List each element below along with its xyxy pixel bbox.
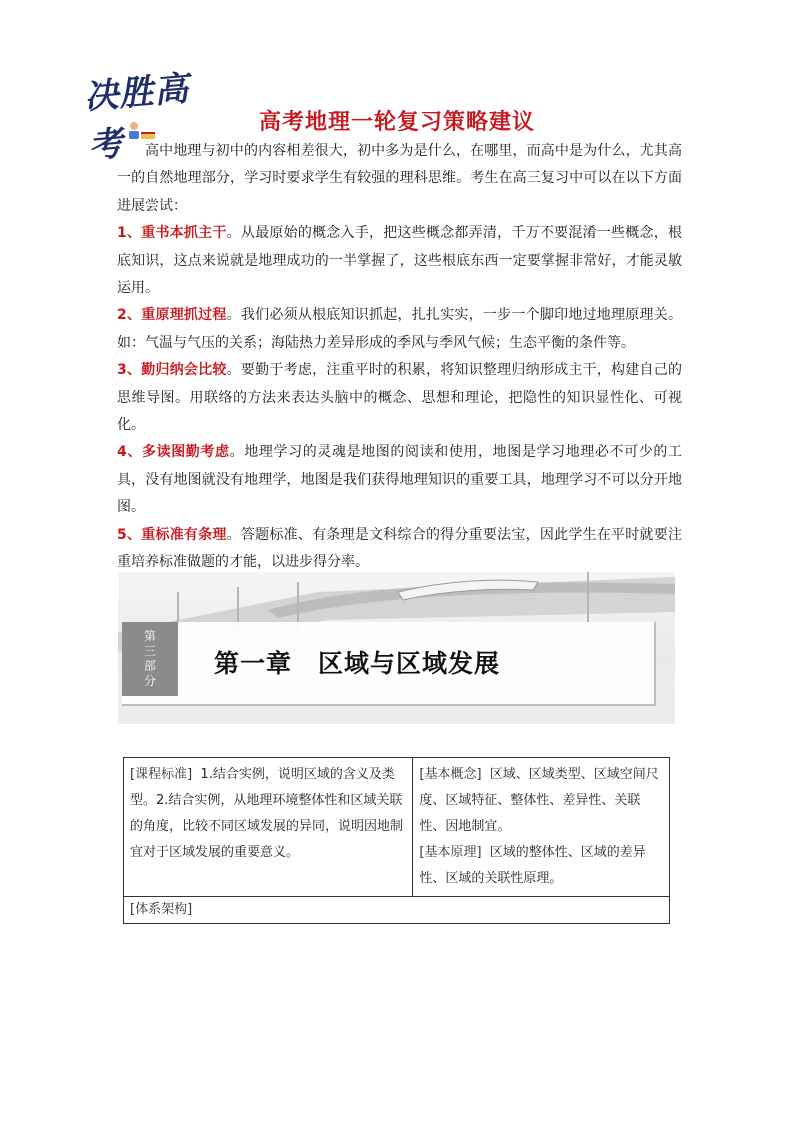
point-text: 。答题标准、有条理是文科综合的得分重要法宝，因此学生在平时就要注重培养标准做题的才能，以进步得分率。 [117, 526, 682, 571]
point-5 [117, 522, 682, 577]
principle-label: [基本原理] [419, 845, 482, 860]
point-text: 。要勤于考虑，注重平时的积累，将知识整理归纳形成主干，构建自己的思维导图。用联络的方法来表达头脑中的概念、思想和理论，把隐性的知识显性化、可视化。 [117, 362, 682, 434]
intro-paragraph: 高中地理与初中的内容相差很大，初中多为是什么，在哪里，而高中是为什么，尤其高一的自然地理部分，学习时要求学生有较强的理科思维。考生在高三复习中可以在以下方面进展尝试： [117, 143, 682, 214]
concept-cell [413, 758, 670, 897]
point-4 [117, 439, 682, 521]
article-body [117, 138, 682, 577]
curriculum-table [123, 757, 670, 924]
curriculum-label: [课程标准] [130, 767, 193, 782]
point-text: 。我们必须从根底知识抓起，扎扎实实，一步一个脚印地过地理原理关。如：气温与气压的关系；海陆热力差异形成的季风与季风气候；生态平衡的条件等。 [117, 307, 682, 351]
logo-text: 决胜高考 [82, 68, 191, 167]
point-heading: 4、多读图勤考虑 [117, 444, 230, 461]
concept-label: [基本概念] [419, 767, 482, 782]
point-text: 。地理学习的灵魂是地图的阅读和使用，地图是学习地理必不可少的工具，没有地图就没有地理学，地图是我们获得地理知识的重要工具，地理学习不可以分开地图。 [117, 444, 682, 516]
point-1 [117, 220, 682, 302]
framework-cell [124, 897, 670, 924]
principle-text: 区域的整体性、区域的差异性、区域的关联性原理。 [419, 845, 646, 886]
page-title: 高考地理一轮复习策略建议 [258, 110, 535, 135]
curriculum-text: 1.结合实例，说明区域的含义及类型。2.结合实例，从地理环境整体性和区域关联的角度，比较不同区域发展的异同，说明因地制宜对于区域发展的重要意义。 [130, 767, 404, 860]
point-3 [117, 357, 682, 439]
point-heading: 1、重书本抓主干 [117, 225, 227, 242]
curriculum-cell [124, 758, 413, 897]
point-2 [117, 302, 682, 357]
framework-label: [体系架构] [130, 902, 193, 917]
part-tag [122, 622, 178, 696]
chapter-title: 第一章 区域与区域发展 [214, 649, 501, 678]
concept-text: 区域、区域类型、区域空间尺度、区域特征、整体性、差异性、关联性、因地制宜。 [419, 767, 659, 834]
point-heading: 2、重原理抓过程 [117, 307, 227, 324]
point-heading: 3、勤归纳会比较 [117, 362, 227, 379]
part-tag-label: 第三部分 [143, 629, 156, 688]
point-heading: 5、重标准有条理 [117, 526, 227, 543]
point-text: 。从最原始的概念入手，把这些概念都弄清，千万不要混淆一些概念，根底知识，这点来说就是地理成功的一半掌握了，这些根底东西一定要掌握非常好，才能灵敏运用。 [117, 225, 682, 297]
